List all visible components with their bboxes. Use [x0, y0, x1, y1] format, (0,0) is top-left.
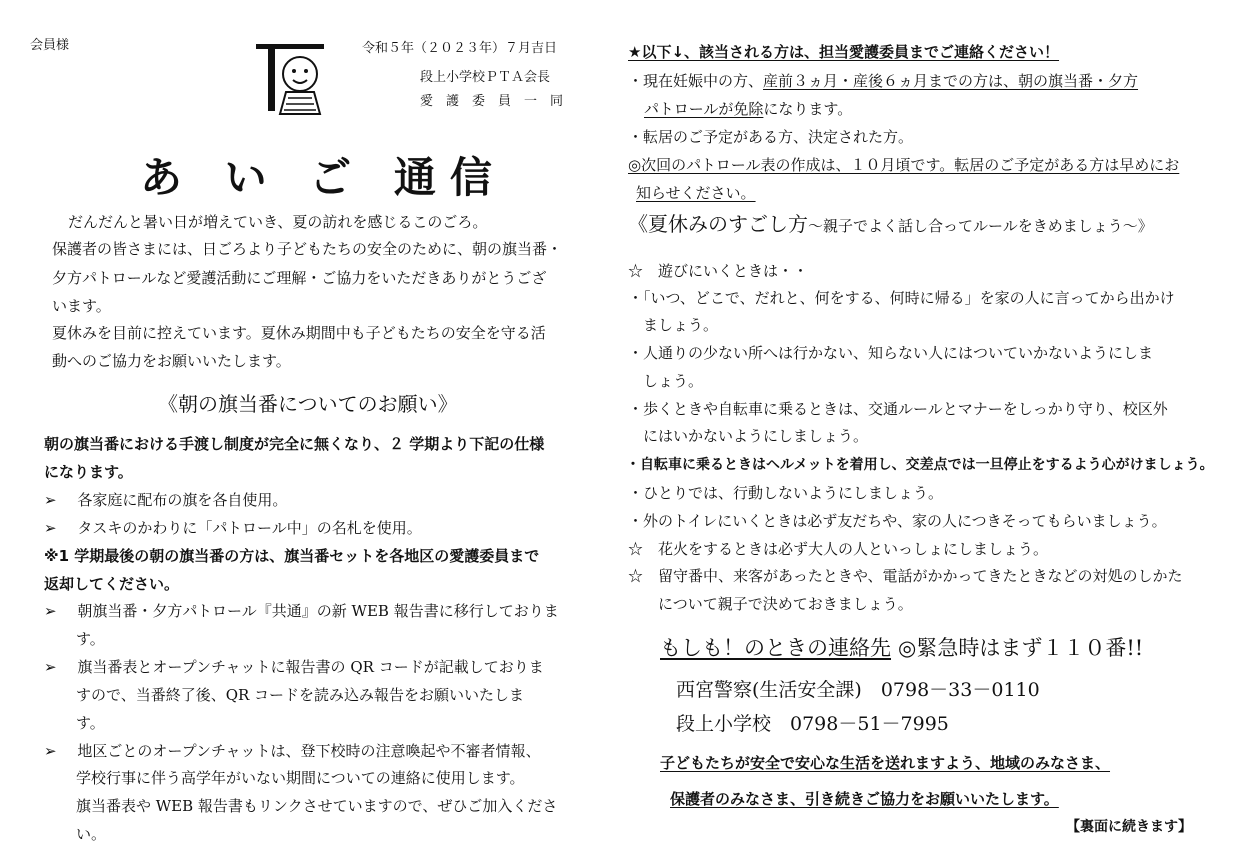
- summer-heading: 《夏休みのすごし方〜親子でよく話し合ってルールをきめましょう〜》: [628, 212, 1153, 236]
- flag-item: ➢ 地区ごとのオープンチャットは、登下校時の注意喚起や不審者情報、: [44, 742, 541, 760]
- bike-rule: ・自転車に乗るときはヘルメットを着用し、交差点では一旦停止をするよう心がけましょう。: [626, 457, 1214, 473]
- notice-next-schedule-cont: 知らせください。: [636, 184, 756, 202]
- summer-rule-cont: ましょう。: [628, 316, 719, 334]
- notice-heading: ★以下↓、該当される方は、担当愛護委員までご連絡ください！: [628, 43, 1060, 61]
- arrow-icon: ➢: [44, 658, 57, 676]
- intro-line: 保護者の皆さまには、日ごろより子どもたちの安全のために、朝の旗当番・: [52, 240, 563, 258]
- police-contact: 西宮警察(生活安全課) 0798－33－0110: [676, 679, 1040, 701]
- flag-item-cont: す。: [76, 630, 105, 648]
- flag-item: ➢ 各家庭に配布の旗を各自使用。: [44, 491, 288, 509]
- alone-rule: ・ひとりでは、行動しないようにしましょう。: [628, 484, 944, 502]
- notice-pregnant: ・現在妊娠中の方、産前３ヵ月・産後６ヵ月までの方は、朝の旗当番・夕方: [628, 72, 1139, 90]
- intro-line: 夕方パトロールなど愛護活動にご理解・ご協力をいただきありがとうござ: [52, 269, 547, 287]
- newsletter-title: あ い ご 通信: [140, 153, 506, 202]
- home-rule-cont: について親子で決めておきましょう。: [628, 595, 913, 613]
- flag-item-cont: す。: [76, 714, 105, 732]
- flag-return-notice: 返却してください。: [44, 575, 180, 593]
- committee-name: 愛 護 委 員 一 同: [420, 94, 564, 109]
- flag-item-cont: すので、当番終了後、QR コードを読み込み報告をお願いいたしま: [76, 686, 525, 704]
- intro-line: 動へのご協力をお願いいたします。: [52, 352, 291, 370]
- flag-item-cont: い。: [76, 825, 107, 843]
- closing-line: 保護者のみなさま、引き続きご協力をお願いいたします。: [670, 790, 1059, 808]
- notice-next-schedule: ◎次回のパトロール表の作成は、１０月頃です。転居のご予定がある方は早めにお: [628, 156, 1180, 174]
- notice-pregnant-cont: パトロールが免除になります。: [644, 100, 853, 118]
- flag-return-notice: ※1 学期最後の朝の旗当番の方は、旗当番セットを各地区の愛護委員まで: [44, 547, 540, 565]
- flag-item: ➢ タスキのかわりに「パトロール中」の名札を使用。: [44, 519, 422, 537]
- flag-item-cont: 学校行事に伴う高学年がいない期間についての連絡に使用します。: [76, 769, 525, 787]
- intro-line: 夏休みを目前に控えています。夏休み期間中も子どもたちの安全を守る活: [52, 324, 546, 342]
- summer-rule-cont: にはいかないようにしましょう。: [628, 427, 869, 445]
- summer-rule: ・「いつ、どこで、だれと、何をする、何時に帰る」を家の人に言ってから出かけ: [628, 289, 1175, 307]
- flag-notice: 朝の旗当番における手渡し制度が完全に無くなり、２ 学期より下記の仕様: [44, 435, 545, 453]
- home-rule: ☆ 留守番中、来客があったときや、電話がかかってきたときなどの対処のしかた: [628, 567, 1183, 585]
- summer-rule: ・人通りの少ない所へは行かない、知らない人にはついていかないようにしま: [628, 344, 1154, 362]
- flag-item-cont: 旗当番表や WEB 報告書もリンクさせていますので、ぜひご加入くださ: [76, 797, 558, 815]
- summer-rule-cont: しょう。: [628, 372, 704, 390]
- flag-item: ➢ 旗当番表とオープンチャットに報告書の QR コードが記載しておりま: [44, 658, 544, 676]
- date: 令和５年（２０２３年）７月吉日: [362, 41, 558, 56]
- org-name: 段上小学校ＰＴＡ会長: [420, 70, 551, 85]
- summer-rule: ・歩くときや自転車に乗るときは、交通ルールとマナーをしっかり守り、校区外: [628, 400, 1168, 418]
- arrow-icon: ➢: [44, 519, 57, 537]
- member-label: 会員様: [30, 38, 70, 53]
- star-play: ☆ 遊びにいくときは・・: [628, 262, 809, 280]
- fireworks-rule: ☆ 花火をするときは必ず大人の人といっしょにしましょう。: [628, 540, 1049, 558]
- arrow-icon: ➢: [44, 742, 57, 760]
- flag-section-heading: 《朝の旗当番についてのお願い》: [158, 392, 458, 416]
- toilet-rule: ・外のトイレにいくときは必ず友だちや、家の人につきそってもらいましょう。: [628, 512, 1167, 530]
- pta-logo: [250, 40, 330, 120]
- contact-heading: もしも！のときの連絡先: [660, 636, 891, 660]
- arrow-icon: ➢: [44, 491, 57, 509]
- intro-line: だんだんと暑い日が増えていき、夏の訪れを感じるこのごろ。: [68, 213, 488, 231]
- flag-item: ➢ 朝旗当番・夕方パトロール『共通』の新 WEB 報告書に移行しておりま: [44, 602, 559, 620]
- notice-moving: ・転居のご予定がある方、決定された方。: [628, 128, 914, 146]
- intro-line: います。: [52, 297, 111, 315]
- arrow-icon: ➢: [44, 602, 57, 620]
- emergency-notice: ◎緊急時はまず１１０番!!: [898, 636, 1144, 660]
- closing-line: 子どもたちが安全で安心な生活を送れますよう、地域のみなさま、: [660, 754, 1111, 772]
- flag-notice: になります。: [44, 463, 133, 481]
- school-contact: 段上小学校 0798－51－7995: [676, 713, 949, 735]
- continued-note: 【裏面に続きます】: [1066, 819, 1192, 835]
